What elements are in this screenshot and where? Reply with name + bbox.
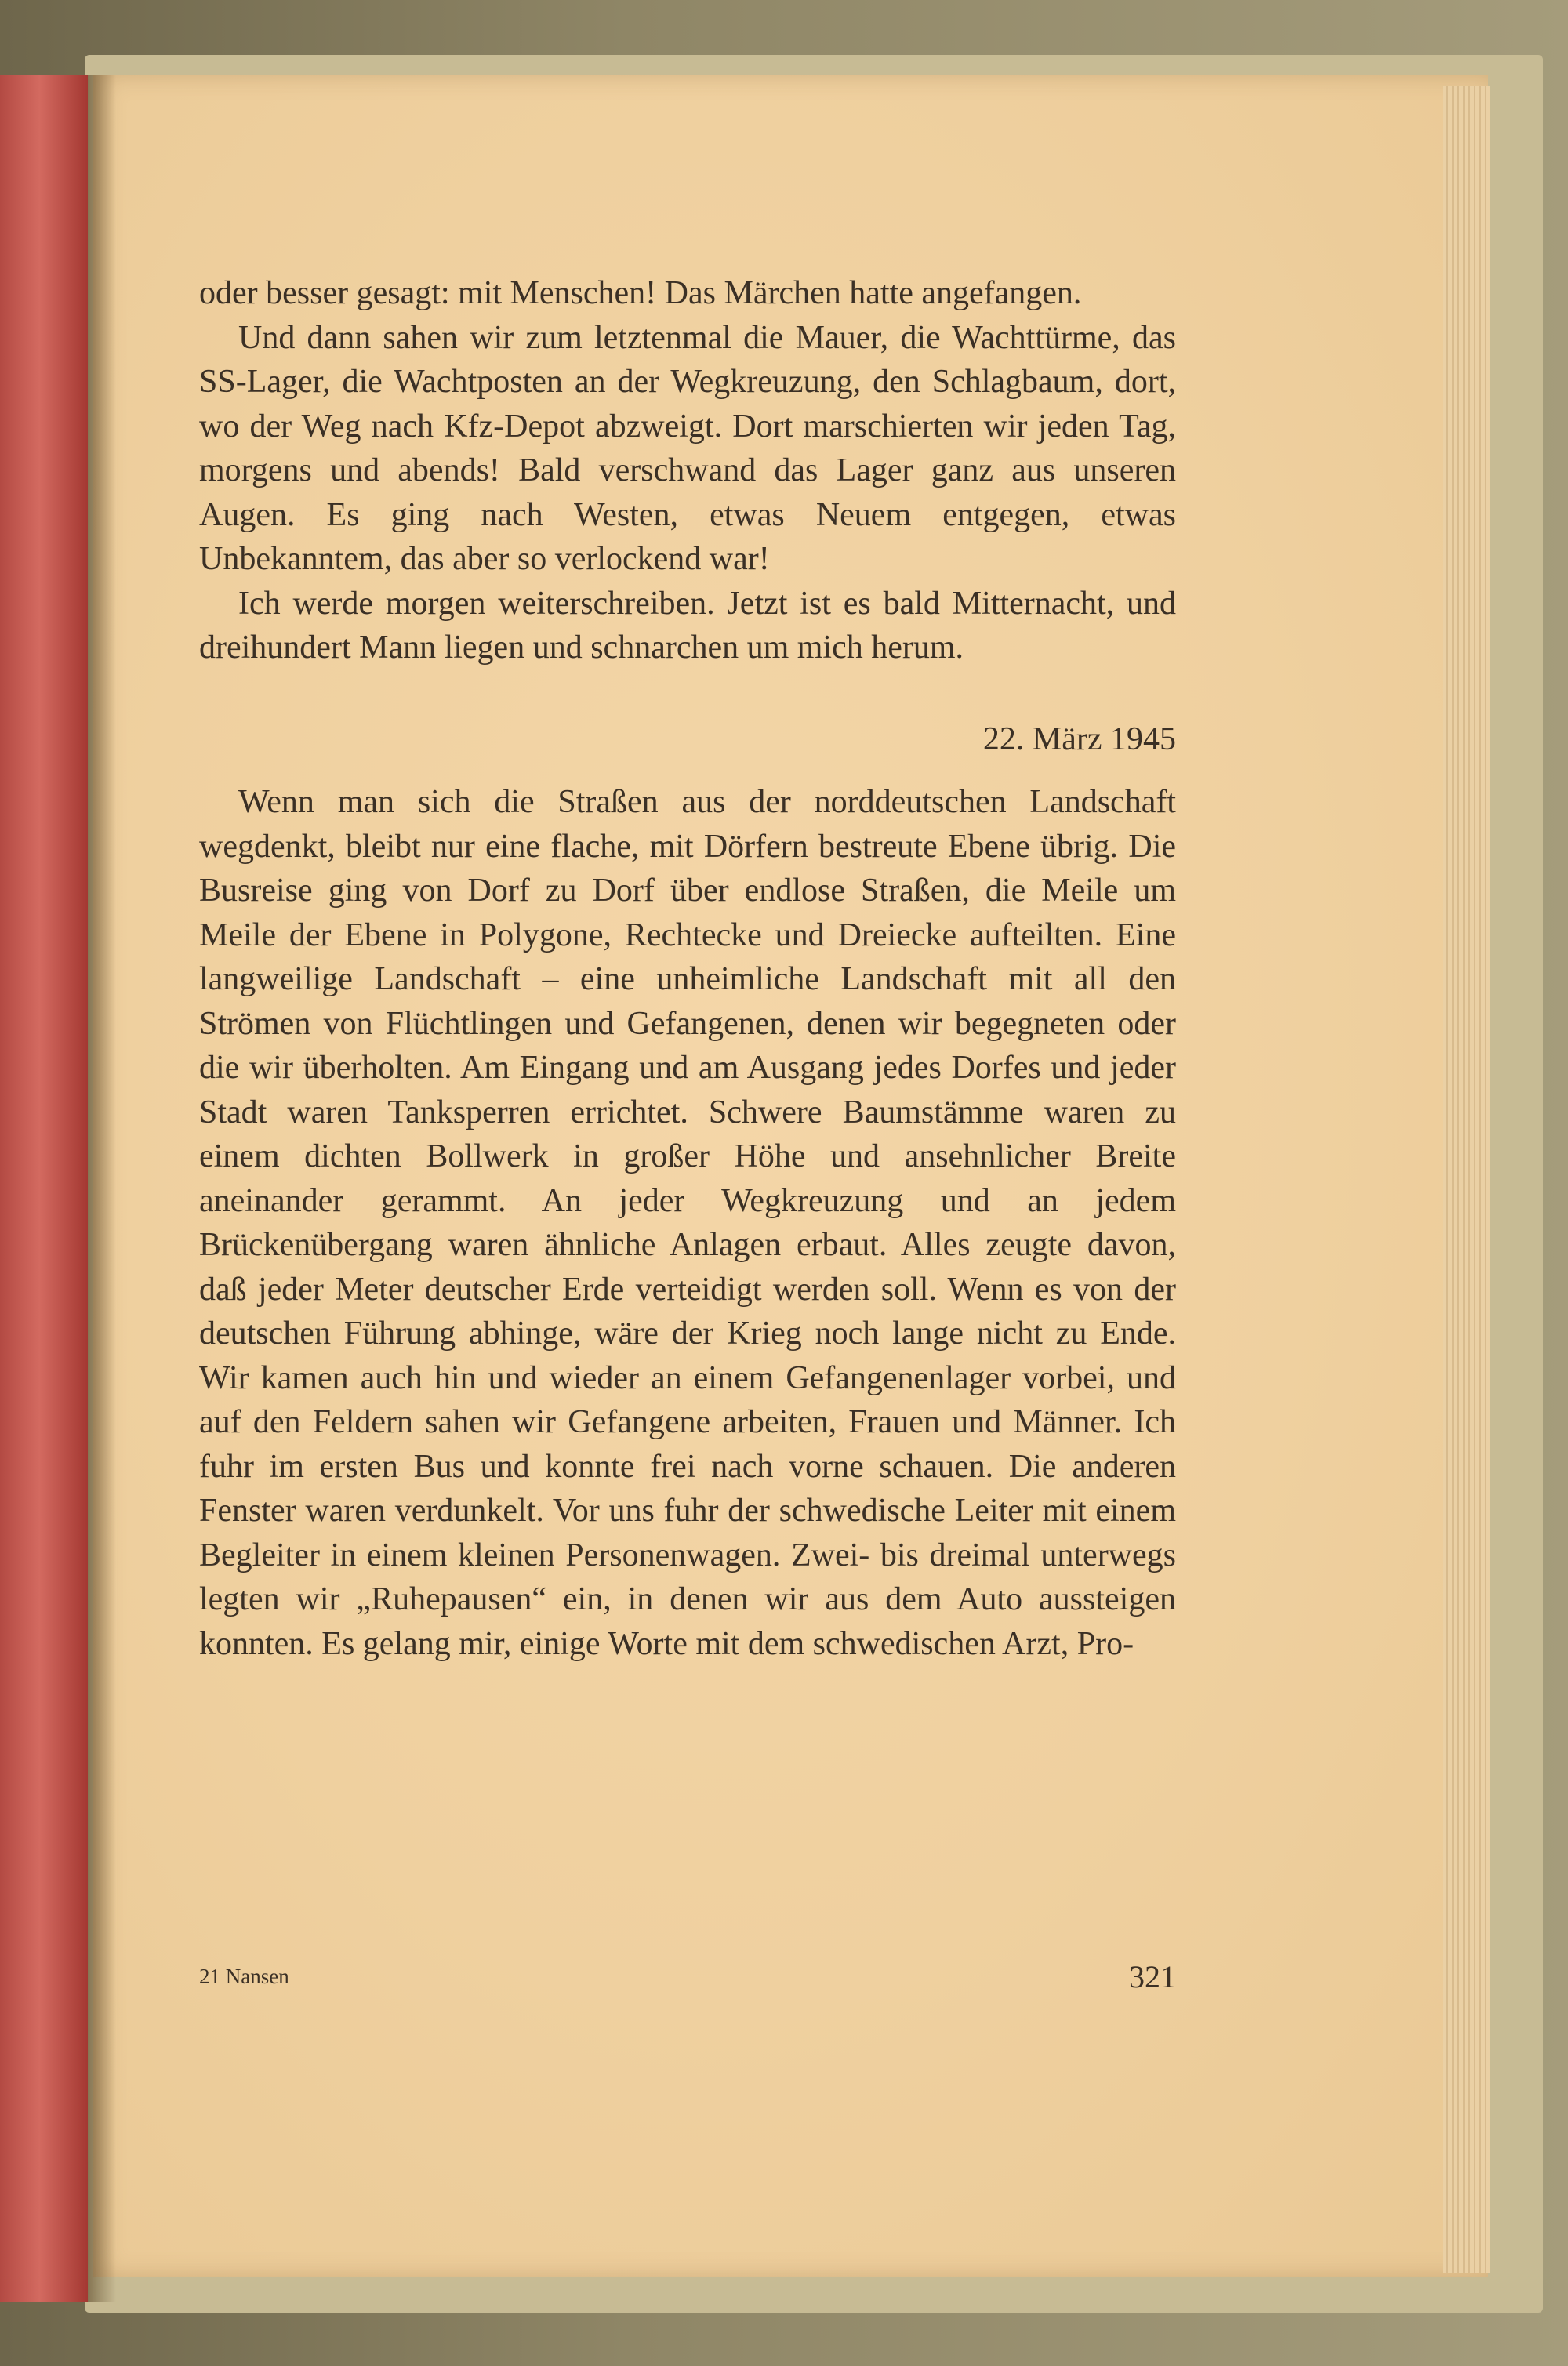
- paragraph-continuation: oder besser gesagt: mit Menschen! Das Märchen hatte angefangen.: [199, 275, 1082, 311]
- page-text: [199, 271, 1176, 1666]
- diary-date-heading: 22. März 1945: [982, 720, 1176, 757]
- paragraph: Und dann sahen wir zum letztenmal die Mauer, die Wachttürme, das SS-Lager, die Wachtposten an der Wegkreuzung, den Schlagbaum, dort, wo der Weg nach Kfz-Depot abzweigt. Dort marschierten wir jeden Tag, morgens und abends! Bald verschwand das Lager ganz aus unseren Augen. Es ging nach Westen, etwas Neuem entgegen, etwas Unbekanntem, das aber so verlockend war!: [199, 319, 1176, 577]
- page-footer: [199, 1958, 1176, 2005]
- page-edges: [1443, 86, 1490, 2273]
- page-number: 321: [1129, 1959, 1176, 1994]
- paragraph: Wenn man sich die Straßen aus der norddeutschen Landschaft wegdenkt, bleibt nur eine flache, mit Dörfern bestreute Ebene übrig. Die Busreise ging von Dorf zu Dorf über endlose Straßen, die Meile um Meile der Ebene in Polygone, Rechtecke und Dreiecke aufteilten. Eine langweilige Landschaft – eine unheimliche Landschaft mit all den Strömen von Flüchtlingen und Gefangenen, denen wir begegneten oder die wir überholten. Am Eingang und am Ausgang jedes Dorfes und jeder Stadt waren Tanksperren errichtet. Schwere Baumstämme waren zu einem dichten Bollwerk in großer Höhe und ansehnlicher Breite aneinander gerammt. An jeder Wegkreuzung und an jedem Brückenübergang waren ähnliche Anlagen erbaut. Alles zeugte davon, daß jeder Meter deutscher Erde verteidigt werden soll. Wenn es von der deutschen Führung abhinge, wäre der Krieg noch lange nicht zu Ende. Wir kamen auch hin und wieder an einem Gefangenenlager vorbei, und auf den Feldern sahen wir Gefangene arbeiten, Frauen und Männer. Ich fuhr im ersten Bus und konnte frei nach vorne schauen. Die anderen Fenster waren verdunkelt. Vor uns fuhr der schwedische Leiter mit einem Begleiter in einem kleinen Personenwagen. Zwei- bis dreimal unterwegs legten wir „Ruhepausen“ ein, in denen wir aus dem Auto aussteigen konnten. Es gelang mir, einige Worte mit dem schwedischen Arzt, Pro-: [199, 784, 1176, 1662]
- gutter-shadow: [88, 75, 116, 2302]
- paragraph: Ich werde morgen weiterschreiben. Jetzt ist es bald Mitternacht, und dreihundert Mann liegen und schnarchen um mich herum.: [199, 585, 1176, 666]
- book-binding: [0, 75, 88, 2302]
- printer-signature: 21 Nansen: [199, 1965, 289, 1988]
